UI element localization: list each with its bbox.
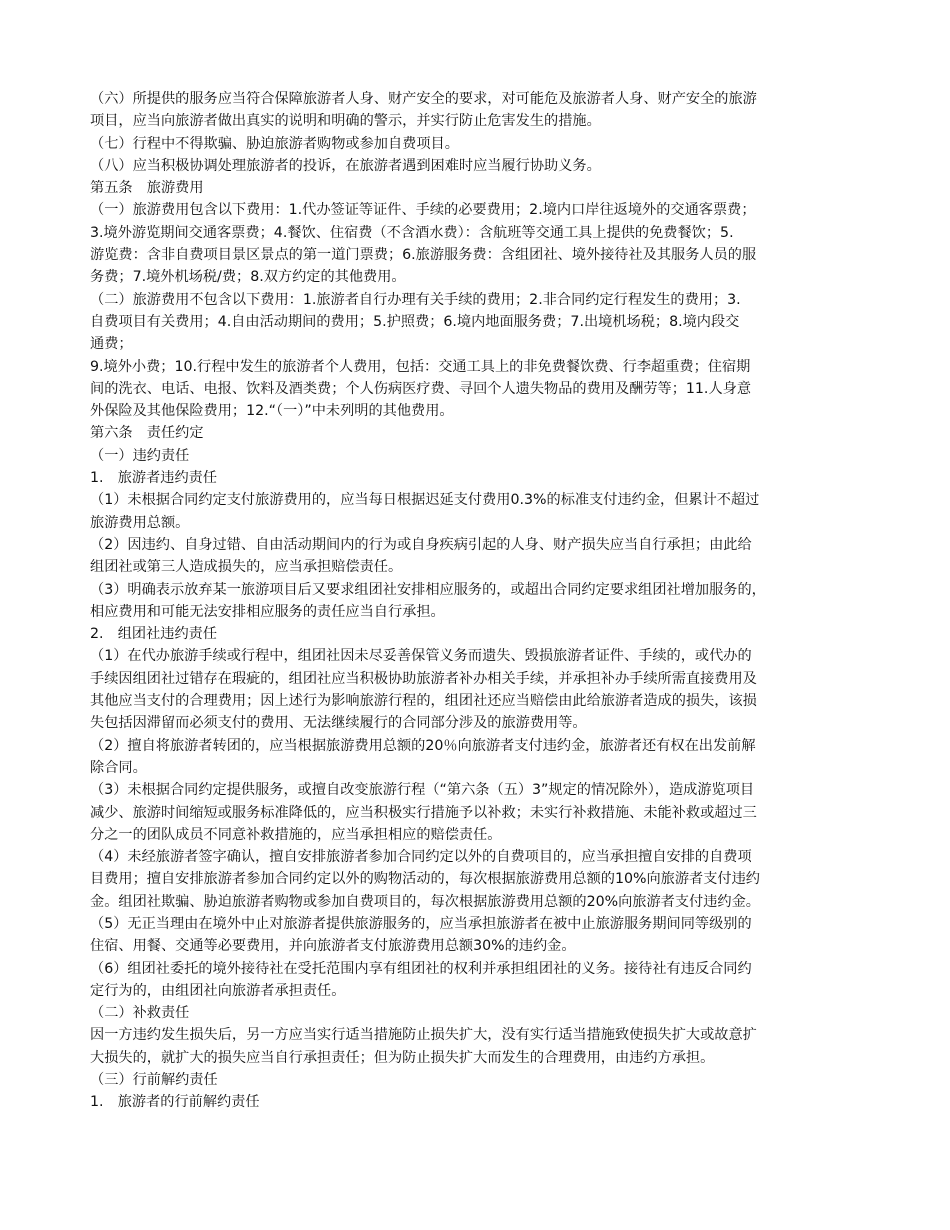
text-line: 失包括因滞留而必须支付的费用、无法继续履行的合同部分涉及的旅游费用等。 xyxy=(90,715,587,732)
text-line: （1）在代办旅游手续或行程中，组团社因未尽妥善保管义务而遗失、毁损旅游者证件、手续的，或代办的 xyxy=(90,648,752,665)
text-line: 3.境外游览期间交通客票费；4.餐饮、住宿费（不含酒水费）：含航班等交通工具上提供的免费餐饮；5. xyxy=(90,224,734,241)
section-heading: 第五条 旅游费用 xyxy=(90,180,204,197)
contract-page xyxy=(90,88,870,1114)
subsection-heading: （一）违约责任 xyxy=(90,447,190,464)
text-line: （八）应当积极协调处理旅游者的投诉，在旅游者遇到困难时应当履行协助义务。 xyxy=(90,157,601,174)
text-line: 因一方违约发生损失后，另一方应当实行适当措施防止损失扩大，没有实行适当措施致使损失扩大或故意扩 xyxy=(90,1027,757,1044)
text-line: 外保险及其他保险费用；12.“（一）”中未列明的其他费用。 xyxy=(90,403,454,420)
text-line: 其他应当支付的合理费用；因上述行为影响旅游行程的，组团社还应当赔偿由此给旅游者造成的损失，该损 xyxy=(90,693,757,710)
text-line: 间的洗衣、电话、电报、饮料及酒类费；个人伤病医疗费、寻回个人遗失物品的费用及酬劳等；11.人身意 xyxy=(90,380,752,397)
text-line: 项目，应当向旅游者做出真实的说明和明确的警示，并实行防止危害发生的措施。 xyxy=(90,113,601,130)
text-line: （4）未经旅游者签字确认，擅自安排旅游者参加合同约定以外的自费项目的，应当承担擅自安排的自费项 xyxy=(90,849,752,866)
text-line: 手续因组团社过错存在瑕疵的，组团社应当积极协助旅游者补办相关手续，并承担补办手续所需直接费用及 xyxy=(90,670,757,687)
text-line: 务费；7.境外机场税/费；8.双方约定的其他费用。 xyxy=(90,269,406,286)
text-line: 住宿、用餐、交通等必要费用，并向旅游者支付旅游费用总额30%的违约金。 xyxy=(90,938,576,955)
text-line: （6）组团社委托的境外接待社在受托范围内享有组团社的权利并承担组团社的义务。接待社有违反合同约 xyxy=(90,960,752,977)
text-line: 目费用；擅自安排旅游者参加合同约定以外的购物活动的，每次根据旅游费用总额的10%向旅游者支付违约 xyxy=(90,871,760,888)
text-line: （七）行程中不得欺骗、胁迫旅游者购物或参加自费项目。 xyxy=(90,135,459,152)
text-line: （六）所提供的服务应当符合保障旅游者人身、财产安全的要求，对可能危及旅游者人身、财产安全的旅游 xyxy=(90,91,757,107)
text-line: （二）旅游费用不包含以下费用：1.旅游者自行办理有关手续的费用；2.非合同约定行程发生的费用；3. xyxy=(90,291,741,308)
text-line: （2）因违约、自身过错、自由活动期间内的行为或自身疾病引起的人身、财产损失应当自行承担；由此给 xyxy=(90,536,752,553)
text-line: 9.境外小费；10.行程中发生的旅游者个人费用，包括：交通工具上的非免费餐饮费、行李超重费；住宿期 xyxy=(90,358,751,375)
text-line: 游览费：含非自费项目景区景点的第一道门票费；6.旅游服务费：含组团社、境外接待社及其服务人员的服 xyxy=(90,247,757,264)
subsection-heading: （三）行前解约责任 xyxy=(90,1072,218,1089)
text-line: 分之一的团队成员不同意补救措施的，应当承担相应的赔偿责任。 xyxy=(90,826,502,843)
text-line: 大损失的，就扩大的损失应当自行承担责任；但为防止损失扩大而发生的合理费用，由违约方承担。 xyxy=(90,1049,715,1066)
text-line: 除合同。 xyxy=(90,759,147,776)
text-line: 自费项目有关费用；4.自由活动期间的费用；5.护照费；6.境内地面服务费；7.出境机场税；8.境内段交 xyxy=(90,313,740,330)
text-line: （2）擅自将旅游者转团的，应当根据旅游费用总额的20％向旅游者支付违约金，旅游者还有权在出发前解 xyxy=(90,737,756,754)
text-line: （一）旅游费用包含以下费用：1.代办签证等证件、手续的必要费用；2.境内口岸往返境外的交通客票费； xyxy=(90,202,756,219)
text-line: （5）无正当理由在境外中止对旅游者提供旅游服务的，应当承担旅游者在被中止旅游服务期间同等级别的 xyxy=(90,915,752,932)
text-line: 减少、旅游时间缩短或服务标准降低的，应当积极实行措施予以补救；未实行补救措施、未能补救或超过三 xyxy=(90,804,757,821)
section-heading: 第六条 责任约定 xyxy=(90,425,204,442)
text-line: 相应费用和可能无法安排相应服务的责任应当自行承担。 xyxy=(90,603,445,620)
subsection-heading: 2. 组团社违约责任 xyxy=(90,626,218,643)
subsection-heading: 1. 旅游者的行前解约责任 xyxy=(90,1094,260,1111)
text-line: 金。组团社欺骗、胁迫旅游者购物或参加自费项目的，每次根据旅游费用总额的20%向旅游者支付违约金。 xyxy=(90,893,760,910)
text-line: （1）未根据合同约定支付旅游费用的，应当每日根据迟延支付费用0.3%的标准支付违约金，但累计不超过 xyxy=(90,492,760,509)
text-line: （3）明确表示放弃某一旅游项目后又要求组团社安排相应服务的，或超出合同约定要求组团社增加服务的， xyxy=(90,581,766,598)
subsection-heading: （二）补救责任 xyxy=(90,1005,190,1022)
text-line: 定行为的，由组团社向旅游者承担责任。 xyxy=(90,982,346,999)
text-line: 旅游费用总额。 xyxy=(90,514,190,531)
text-line: 组团社或第三人造成损失的，应当承担赔偿责任。 xyxy=(90,559,403,576)
subsection-heading: 1. 旅游者违约责任 xyxy=(90,470,218,487)
text-line: 通费； xyxy=(90,336,133,353)
text-line: （3）未根据合同约定提供服务，或擅自改变旅游行程（“第六条（五）3”规定的情况除外），造成游览项目 xyxy=(90,782,755,799)
